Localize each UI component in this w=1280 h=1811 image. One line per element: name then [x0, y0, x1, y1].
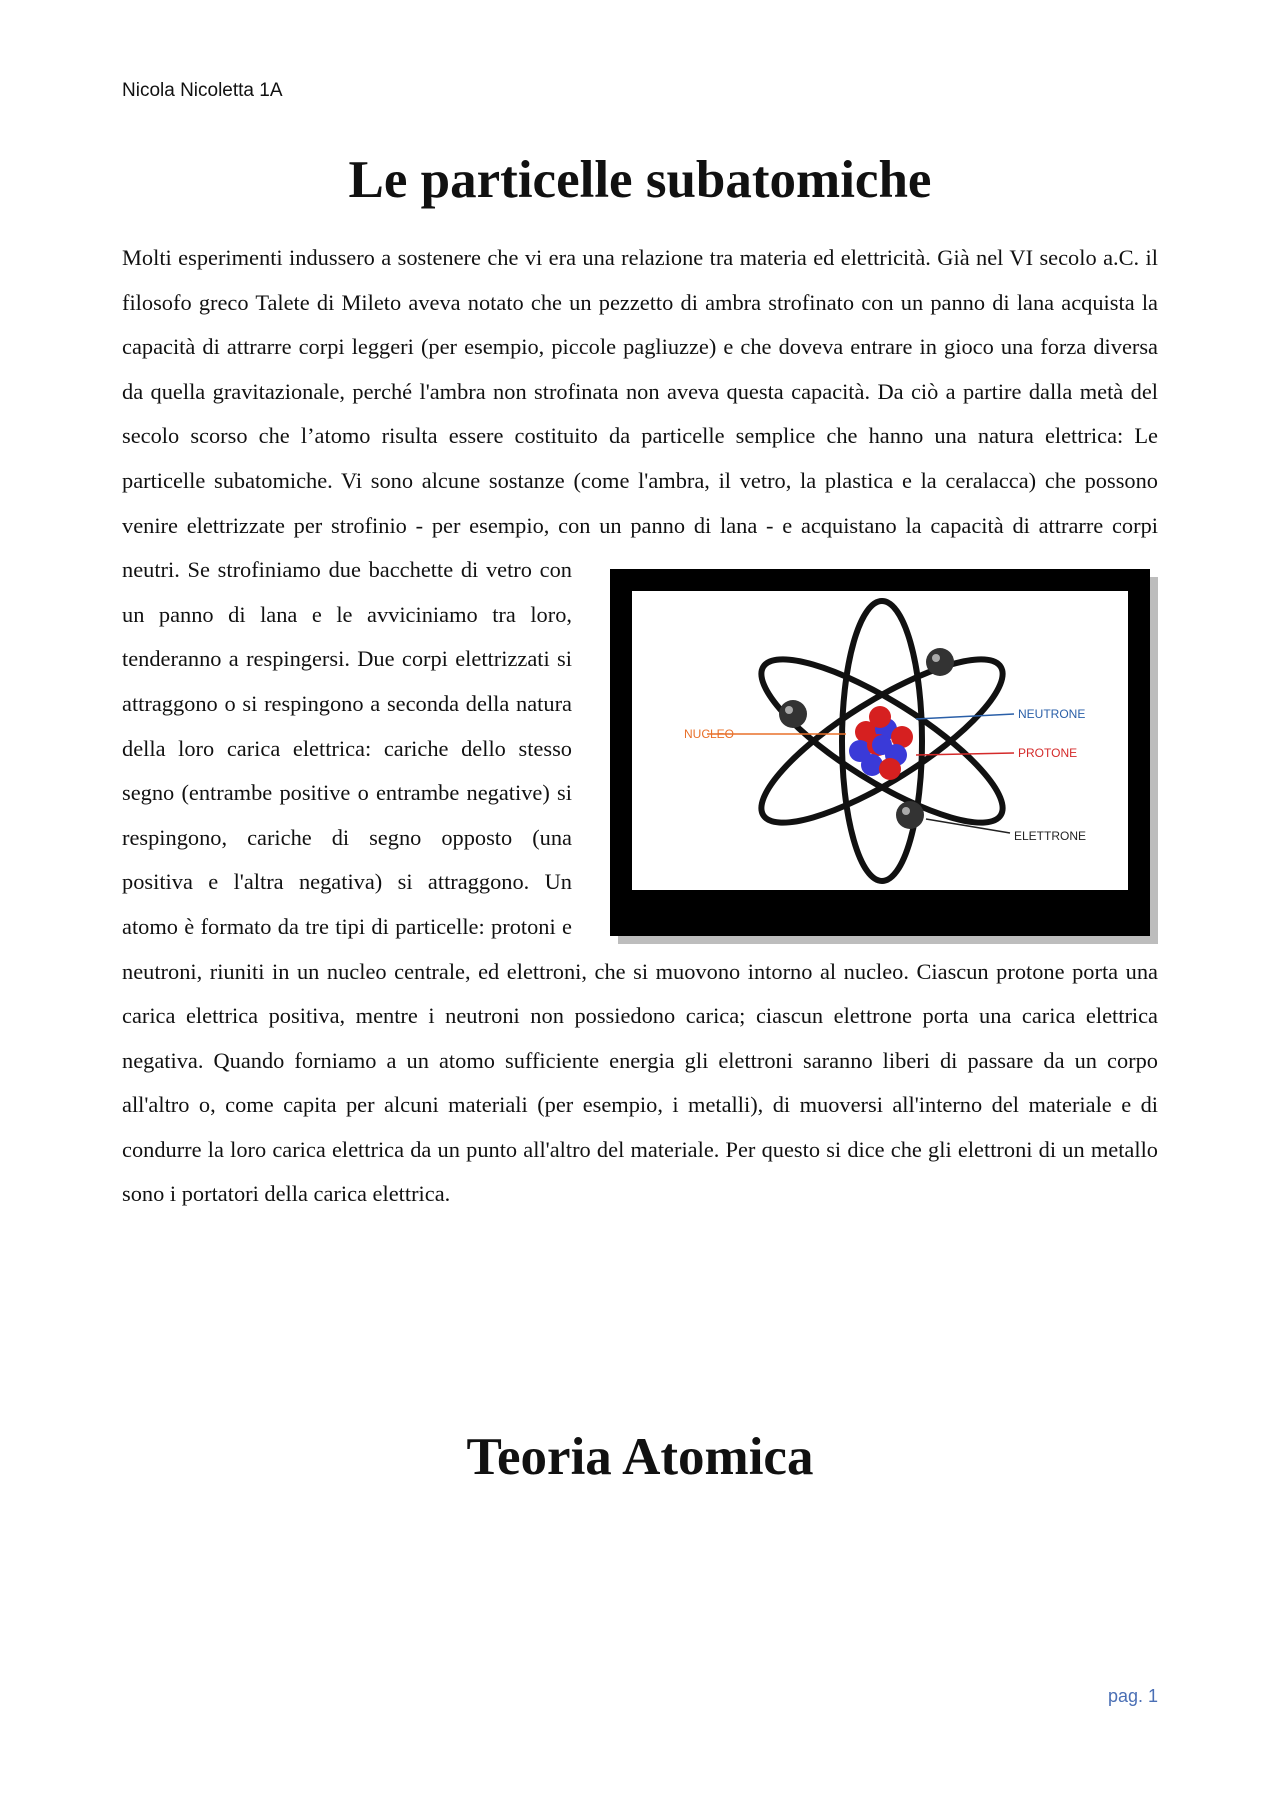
electron-1 [926, 648, 954, 676]
page-header-author: Nicola Nicoletta 1A [122, 80, 283, 101]
page-title: Le particelle subatomiche [348, 151, 932, 209]
atom-diagram [610, 569, 1158, 944]
label-protone: PROTONE [1018, 746, 1078, 761]
atom-diagram-svg [610, 569, 1158, 944]
label-nucleo: NUCLEO [684, 727, 735, 742]
electron-3 [896, 801, 924, 829]
paragraph-part-2: Se strofiniamo due bacchette di vetro con un panno di lana e le avviciniamo tra loro, tenderanno a respingersi. Due corpi elettrizzati si attraggono o si respingono a seconda della natura della loro carica elettrica: cariche dello stesso segno (entrambe positive o entrambe negative) si respingono, cariche di segno opposto (una positiva e l'altra negativa) si attraggono. Un atomo è formato da tre tipi di particelle: protoni e neutroni, riuniti in un nucleo centrale, ed elettroni, che si muovono intorno al nucleo. Ciascun protone porta una carica elettrica positiva, mentre i neutroni non possiedono carica; ciascun elettrone porta una carica elettrica negativa. Quando forniamo a un atomo sufficiente energia gli elettroni saranno liberi di passare da un corpo all'altro o, come capita per alcuni materiali (per esempio, i metalli), di muoversi all'interno del materiale e di condurre la loro carica elettrica da un punto all'altro del materiale. Per questo si dice che gli elettroni di un metallo sono i portatori della carica elettrica. [122, 557, 1158, 1207]
label-neutrone: NEUTRONE [1018, 707, 1086, 722]
body-paragraph [122, 236, 1158, 1217]
paragraph-part-1: Molti esperimenti indussero a sostenere che vi era una relazione tra materia ed elettricità. Già nel VI secolo a.C. il filosofo greco Talete di Mileto aveva notato che un pezzetto di ambra strofinato con un panno di lana acquista la capacità di attrarre corpi leggeri (per esempio, piccole pagliuzze) e che doveva entrare in gioco una forza diversa da quella gravitazionale, perché l'ambra non strofinata non aveva questa capacità. Da ciò a partire dalla metà del secolo scorso che l’atomo risulta essere costituito da particelle semplice che hanno una natura elettrica: Le particelle subatomiche. Vi sono alcune sostanze (come l'ambra, il vetro, la plastica e la ceralacca) che possono venire elettrizzate per strofinio - per esempio, con un panno di lana - e acquistano la capacità di attrarre corpi neutri. [122, 245, 1158, 583]
page-number: pag. 1 [1107, 1686, 1158, 1706]
section-title: Teoria Atomica [466, 1428, 814, 1486]
label-elettrone: ELETTRONE [1014, 829, 1087, 844]
electron-2 [779, 700, 807, 728]
